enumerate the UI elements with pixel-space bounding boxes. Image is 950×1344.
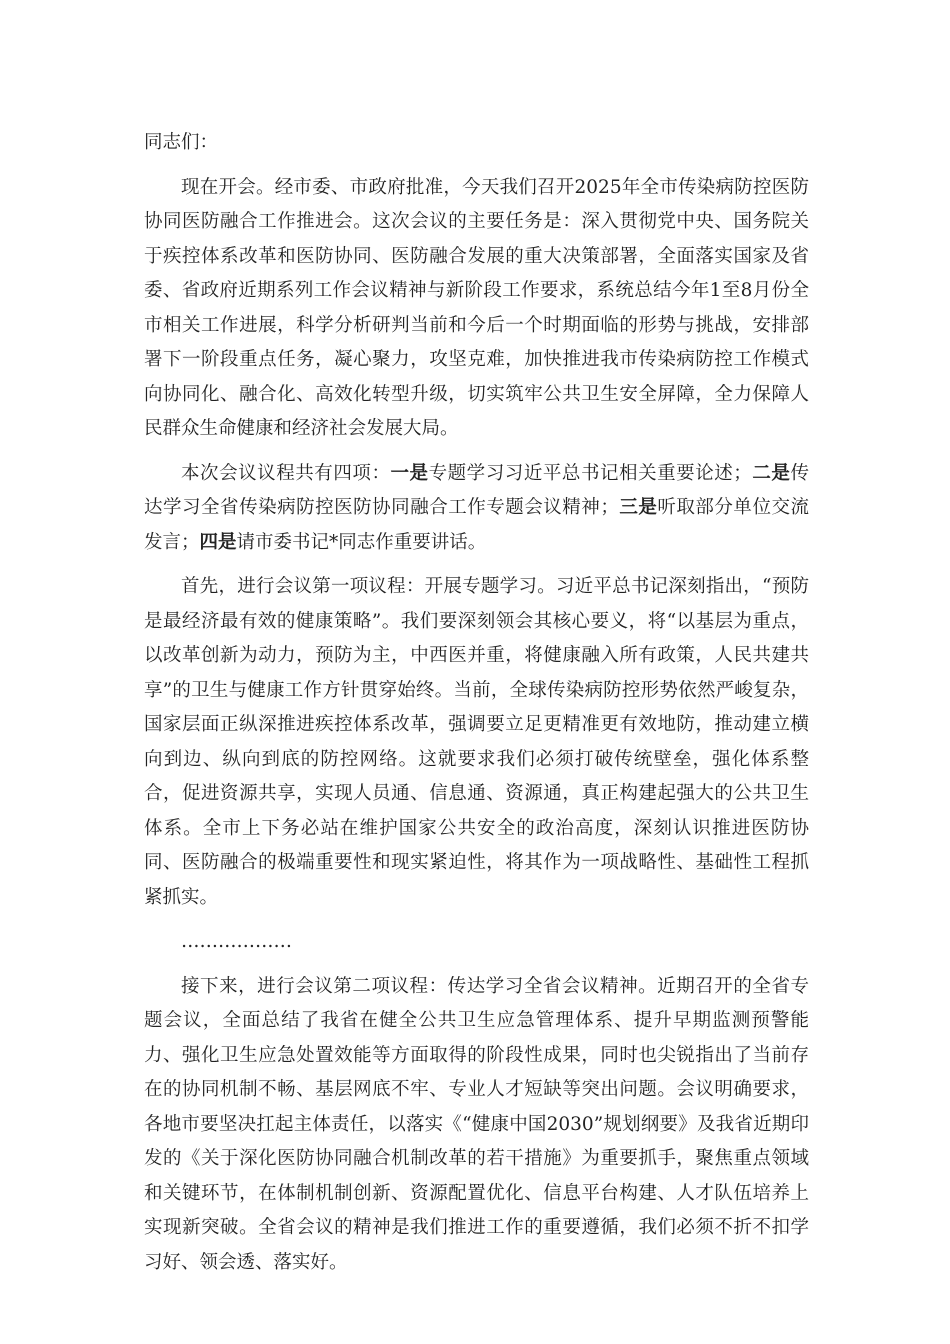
agenda-item-1-text: 专题学习习近平总书记相关重要论述； [428, 462, 752, 484]
agenda-item-3-label: 三是 [618, 497, 658, 518]
document-body [144, 126, 809, 1290]
agenda-item-2-label: 二是 [751, 462, 791, 484]
agenda-item-1-label: 一是 [390, 462, 429, 484]
paragraph-agenda [144, 457, 809, 561]
paragraph-provincial-meeting: 接下来，进行会议第二项议程：传达学习全省会议精神。近期召开的全省专题会议，全面总结了我省在健全公共卫生应急管理体系、提升早期监测预警能力、强化卫生应急处置效能等方面取得的阶段性成果，同时也尖锐指出了当前存在的协同机制不畅、基层网底不牢、专业人才短缺等突出问题。会议明确要求，各地市要坚决扛起主体责任，以落实《“健康中国2030”规划纲要》及我省近期印发的《关于深化医防协同融合机制改革的若干措施》为重要抓手，聚焦重点领域和关键环节，在体制机制创新、资源配置优化、信息平台构建、人才队伍培养上实现新突破。全省会议的精神是我们推进工作的重要遵循，我们必须不折不扣学习好、领会透、落实好。 [144, 975, 809, 1273]
agenda-item-4-label: 四是 [199, 531, 237, 553]
agenda-item-3-text: 听取部分单位交流发言； [144, 497, 809, 553]
agenda-item-2-text: 传达学习全省传染病防控医防协同融合工作专题会议精神； [144, 462, 809, 518]
agenda-item-4-text: 请市委书记*同志作重要讲话。 [236, 531, 487, 553]
ellipsis-separator: ……………… [181, 931, 292, 952]
paragraph-study: 首先，进行会议第一项议程：开展专题学习。习近平总书记深刻指出，“预防是最经济最有效的健康策略”。我们要深刻领会其核心要义，将“以基层为重点，以改革创新为动力，预防为主，中西医并重，将健康融入所有政策，人民共建共享”的卫生与健康工作方针贯穿始终。当前，全球传染病防控形势依然严峻复杂，国家层面正纵深推进疾控体系改革，强调要立足更精准更有效地防，推动建立横向到边、纵向到底的防控网络。这就要求我们必须打破传统壁垒，强化体系整合，促进资源共享，实现人员通、信息通、资源通，真正构建起强大的公共卫生体系。全市上下务必站在维护国家公共安全的政治高度，深刻认识推进医防协同、医防融合的极端重要性和现实紧迫性，将其作为一项战略性、基础性工程抓紧抓实。 [144, 576, 809, 908]
paragraph-opening: 现在开会。经市委、市政府批准，今天我们召开2025年全市传染病防控医防协同医防融合工作推进会。这次会议的主要任务是：深入贯彻党中央、国务院关于疾控体系改革和医防协同、医防融合发展的重大决策部署，全面落实国家及省委、省政府近期系列工作会议精神与新阶段工作要求，系统总结今年1至8月份全市相关工作进展，科学分析研判当前和今后一个时期面临的形势与挑战，安排部署下一阶段重点任务，凝心聚力，攻坚克难，加快推进我市传染病防控工作模式向协同化、融合化、高效化转型升级，切实筑牢公共卫生安全屏障，全力保障人民群众生命健康和经济社会发展大局。 [144, 176, 809, 439]
agenda-lead: 本次会议议程共有四项： [181, 462, 391, 484]
salutation: 同志们： [144, 132, 219, 153]
